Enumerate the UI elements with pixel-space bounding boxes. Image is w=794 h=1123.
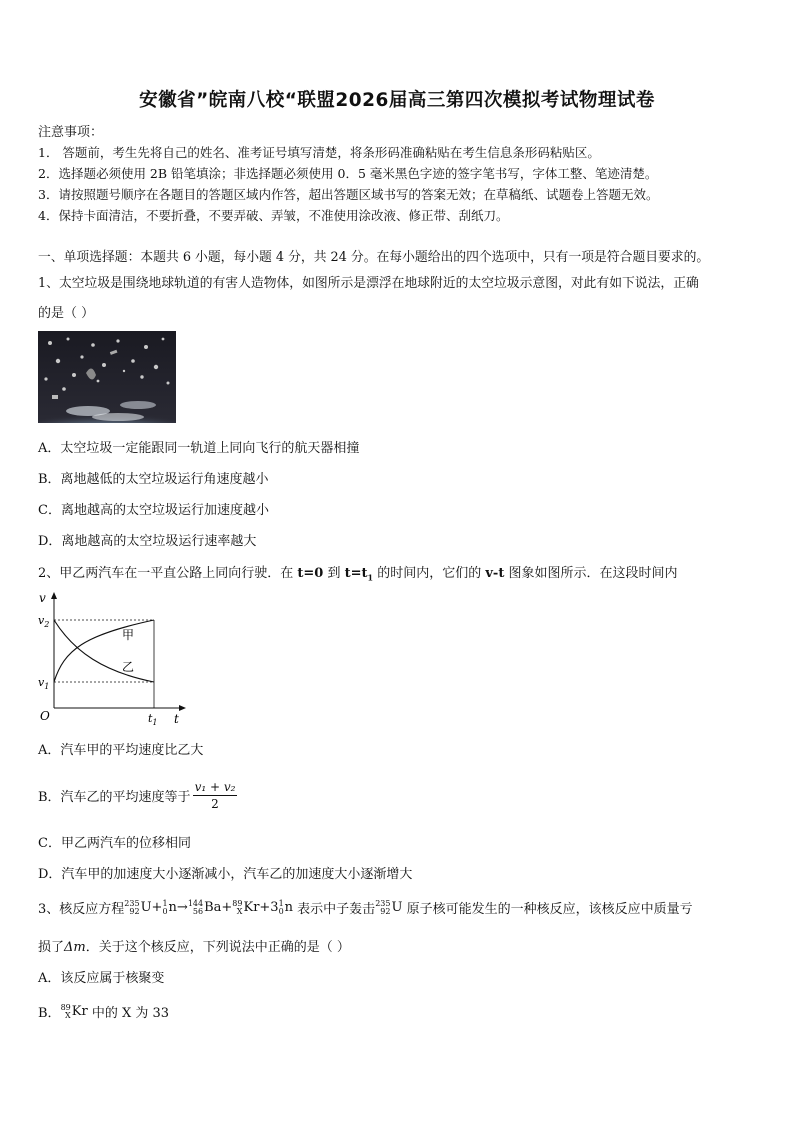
q2-option-d: D．汽车甲的加速度大小逐渐减小，汽车乙的加速度大小逐渐增大: [38, 867, 413, 882]
q1-option-b: B．离地越低的太空垃圾运行角速度越小: [38, 472, 269, 487]
q1-option-a: A．太空垃圾一定能跟同一轨道上同向飞行的航天器相撞: [38, 441, 360, 456]
q3-option-a: A．该反应属于核聚变: [38, 971, 165, 986]
notice-heading: 注意事项：: [38, 125, 104, 140]
section-heading: 一、单项选择题：本题共 6 小题，每小题 4 分，共 24 分。在每小题给出的四个选项中，只有一项是符合题目要求的。: [38, 250, 710, 265]
t1-label: $t_1$: [148, 712, 158, 727]
notice-item-3: 3．请按照题号顺序在各题目的答题区域内作答，超出答题区域书写的答案无效；在草稿纸、试题卷上答题无效。: [38, 187, 659, 202]
curve-jia: [54, 620, 154, 682]
origin-label: O: [40, 709, 50, 723]
q3-stem-line1: 3、核反应方程 235 92 U+ 1 0 n→ 144 56 Ba+ 89 X Kr+3 1 0 n 表示中子轰击 235 92 U 原子核可能发生的一种核反应，该核反应中质量亏: [38, 898, 693, 917]
q2-option-c: C．甲乙两汽车的位移相同: [38, 836, 191, 851]
space-debris-image: [38, 331, 176, 423]
notice-item-2: 2．选择题必须使用 2B 铅笔填涂；非选择题必须使用 0．5 毫米黑色字迹的签字笔书写，字体工整、笔迹清楚。: [38, 166, 658, 181]
curve-yi-label: 乙: [122, 660, 135, 674]
fraction: $\frac{\text{v₁ + v₂}}{2}$: [194, 780, 236, 811]
v2-label: $v_2$: [38, 614, 50, 629]
q1-option-c: C．离地越高的太空垃圾运行加速度越小: [38, 503, 269, 518]
page-title: 安徽省”皖南八校“联盟2026届高三第四次模拟考试物理试卷: [139, 90, 655, 111]
q1-stem-line2: 的是（ ）: [38, 306, 95, 321]
vt-graph: [34, 590, 190, 728]
axis-t-label: t: [174, 712, 179, 726]
axis-v-label: v: [39, 591, 46, 605]
notice-item-4: 4．保持卡面清洁，不要折叠，不要弄破、弄皱，不准使用涂改液、修正带、刮纸刀。: [38, 208, 509, 223]
q3-stem-line2: 损了Δm．关于这个核反应，下列说法中正确的是（ ）: [38, 940, 350, 955]
notice-item-1: 1． 答题前，考生先将自己的姓名、准考证号填写清楚，将条形码准确粘贴在考生信息条形码粘贴区。: [38, 145, 600, 160]
curve-jia-label: 甲: [122, 628, 135, 642]
q1-option-d: D．离地越高的太空垃圾运行速率越大: [38, 534, 257, 549]
v1-label: $v_1$: [38, 676, 50, 691]
q2-option-a: A．汽车甲的平均速度比乙大: [38, 743, 204, 758]
curve-yi: [54, 620, 154, 682]
q2-option-b: B．汽车乙的平均速度等于 $\frac{\text{v₁ + v₂}}{2}$: [38, 780, 236, 811]
q2-stem: 2、甲乙两汽车在一平直公路上同向行驶．在 t=0 到 $t=t_1$ 的时间内，它们的 v-t 图象如图所示．在这段时间内: [38, 566, 678, 583]
q1-stem-line1: 1、太空垃圾是围绕地球轨道的有害人造物体，如图所示是漂浮在地球附近的太空垃圾示意图，对此有如下说法，正确: [38, 276, 699, 291]
q3-option-b: B． 89 X Kr 中的 X 为 33: [38, 1002, 170, 1021]
